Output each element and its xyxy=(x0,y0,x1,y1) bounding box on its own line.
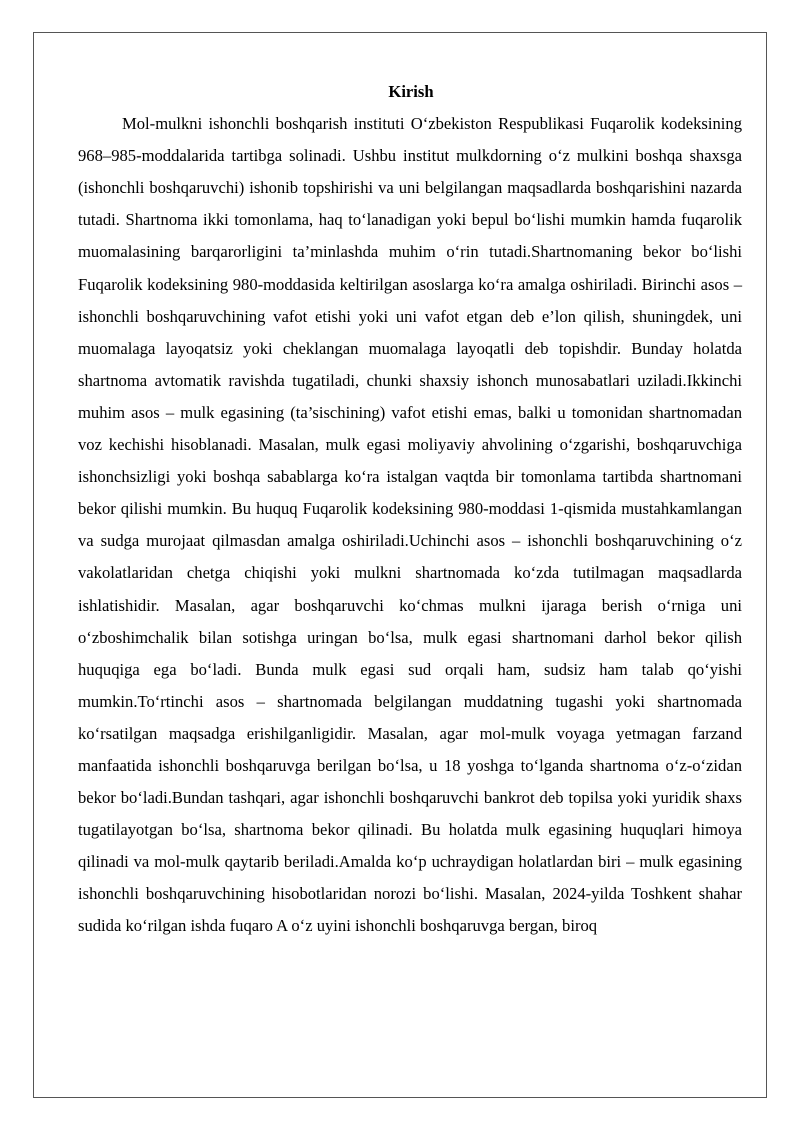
document-content xyxy=(78,76,742,943)
body-paragraph: Mol-mulkni ishonchli boshqarish instituti O‘zbekiston Respublikasi Fuqarolik kodeksining 968–985-moddalarida tartibga solinadi. Ushbu institut mulkdorning o‘z mulkini boshqa shaxsga (ishonchli boshqaruvchi) ishonib topshirishi va uni belgilangan maqsadlarda boshqarishini nazarda tutadi. Shartnoma ikki tomonlama, haq to‘lanadigan yoki bepul bo‘lishi mumkin hamda fuqarolik muomalasining barqarorligini ta’minlashda muhim o‘rin tutadi.Shartnomaning bekor bo‘lishi Fuqarolik kodeksining 980-moddasida keltirilgan asoslarga ko‘ra amalga oshiriladi. Birinchi asos – ishonchli boshqaruvchining vafot etishi yoki uni vafot etgan deb e’lon qilish, shuningdek, uni muomalaga layoqatsiz yoki cheklangan muomalaga layoqatli deb topishdir. Bunday holatda shartnoma avtomatik ravishda tugatiladi, chunki shaxsiy ishonch munosabatlari uziladi.Ikkinchi muhim asos – mulk egasining (ta’sischining) vafot etishi emas, balki u tomonidan shartnomadan voz kechishi hisoblanadi. Masalan, mulk egasi moliyaviy ahvolining o‘zgarishi, boshqaruvchiga ishonchsizligi yoki boshqa sabablarga ko‘ra istalgan vaqtda bir tomonlama tartibda shartnomani bekor qilishi mumkin. Bu huquq Fuqarolik kodeksining 980-moddasi 1-qismida mustahkamlangan va sudga murojaat qilmasdan amalga oshiriladi.Uchinchi asos – ishonchli boshqaruvchining o‘z vakolatlaridan chetga chiqishi yoki mulkni shartnomada ko‘zda tutilmagan maqsadlarda ishlatishidir. Masalan, agar boshqaruvchi ko‘chmas mulkni ijaraga berish o‘rniga uni o‘zboshimchalik bilan sotishga uringan bo‘lsa, mulk egasi shartnomani darhol bekor qilish huquqiga ega bo‘ladi. Bunda mulk egasi sud orqali ham, sudsiz ham talab qo‘yishi mumkin.To‘rtinchi asos – shartnomada belgilangan muddatning tugashi yoki shartnomada ko‘rsatilgan maqsadga erishilganligidir. Masalan, agar mol-mulk voyaga yetmagan farzand manfaatida ishonchli boshqaruvga berilgan bo‘lsa, u 18 yoshga to‘lganda shartnoma o‘z-o‘zidan bekor bo‘ladi.Bundan tashqari, agar ishonchli boshqaruvchi bankrot deb topilsa yoki yuridik shaxs tugatilayotgan bo‘lsa, shartnoma bekor qilinadi. Bu holatda mulk egasining huquqlari himoya qilinadi va mol-mulk qaytarib beriladi.Amalda ko‘p uchraydigan holatlardan biri – mulk egasining ishonchli boshqaruvchining hisobotlaridan norozi bo‘lishi. Masalan, 2024-yilda Toshkent shahar sudida ko‘rilgan ishda fuqaro A o‘z uyini ishonchli boshqaruvga bergan, biroq xyxy=(78,114,742,936)
document-title: Kirish xyxy=(388,82,434,101)
